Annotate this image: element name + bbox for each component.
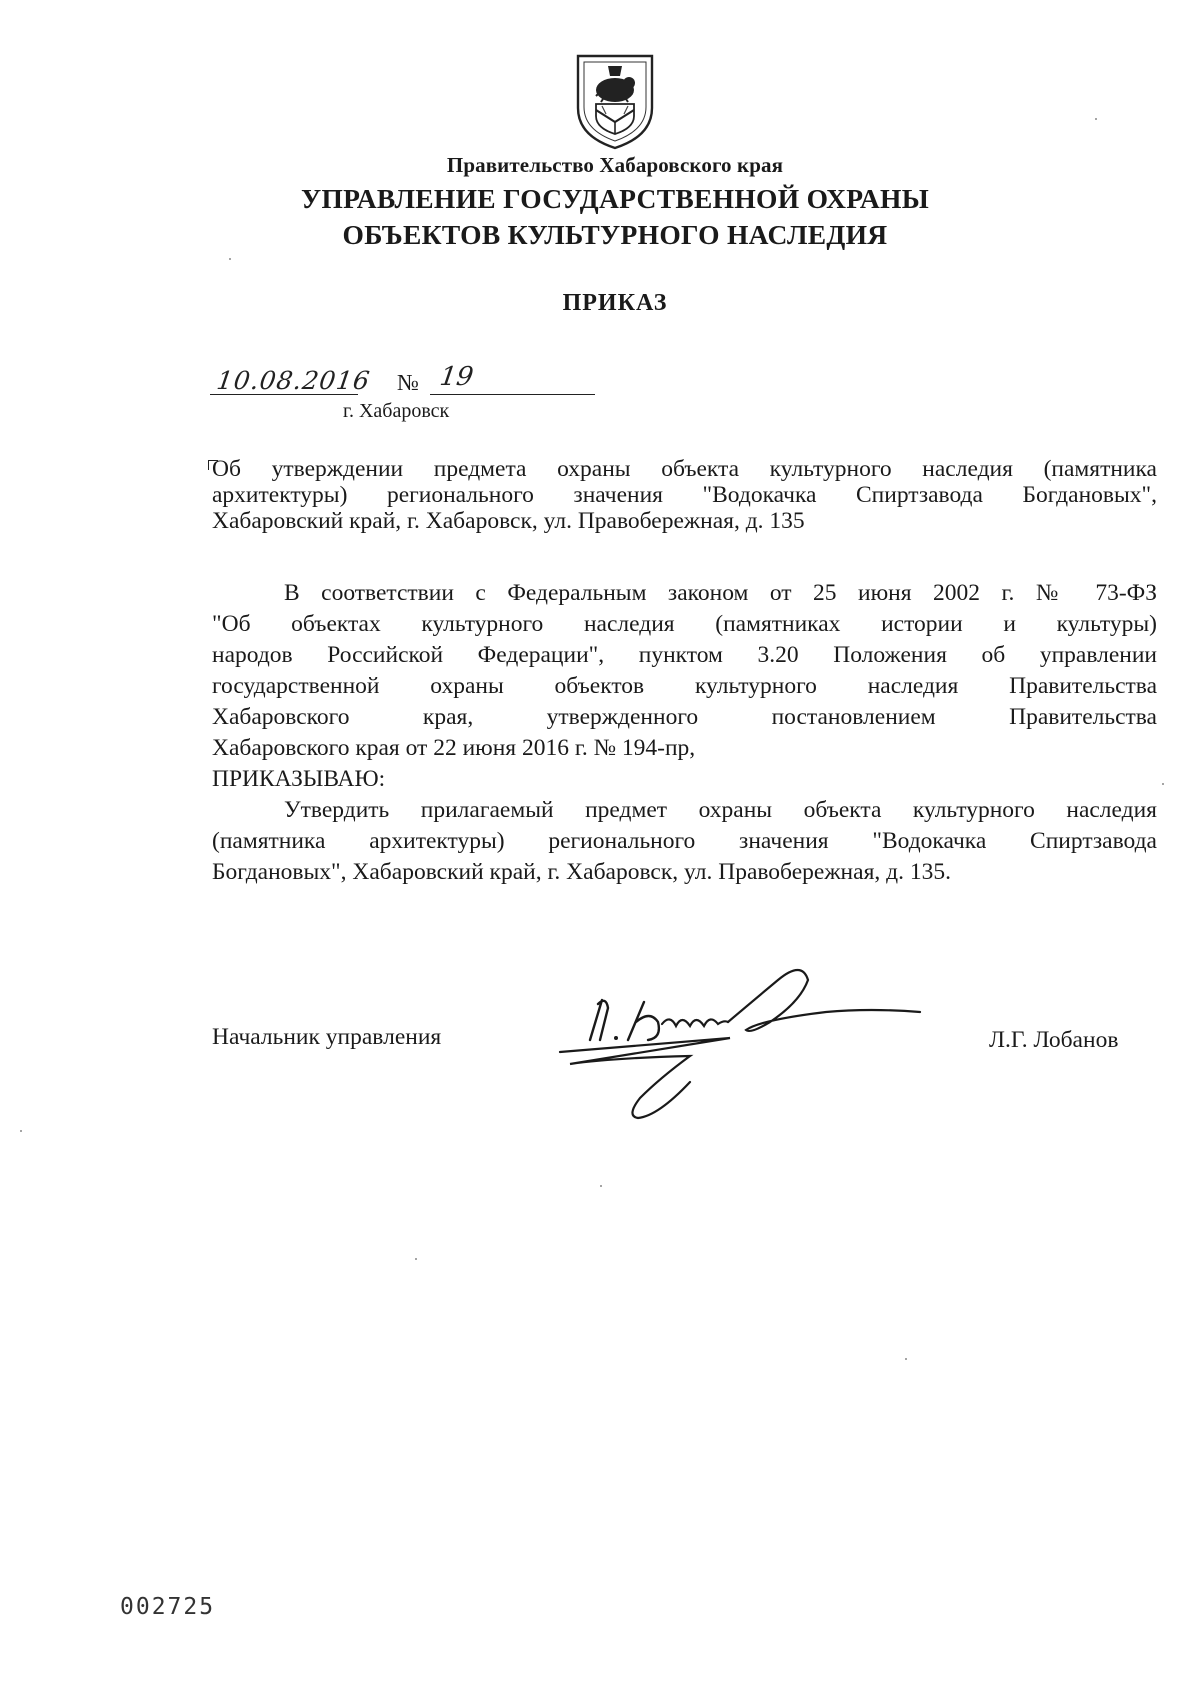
order-subject — [212, 456, 1157, 534]
scan-speck — [600, 1185, 602, 1187]
handwritten-signature — [540, 960, 940, 1130]
order-title: ПРИКАЗ — [562, 290, 668, 316]
body-line: государственной охраны объектов культурного наследия Правительства — [212, 673, 1157, 699]
subject-corner-mark — [208, 460, 218, 470]
body-line: Хабаровского края от 22 июня 2016 г. № 194-пр, — [212, 735, 696, 761]
order-date-handwritten: 10.08.2016 — [214, 366, 373, 395]
body-line: (памятника архитектуры) регионального значения "Водокачка Спиртзавода — [212, 828, 1157, 854]
subject-line: Об утверждении предмета охраны объекта культурного наследия (памятника — [212, 456, 1157, 482]
scan-speck — [415, 1258, 417, 1260]
date-underline — [210, 394, 358, 395]
subject-line: архитектуры) регионального значения "Водокачка Спиртзавода Богдановых", — [212, 482, 1157, 508]
body-line: "Об объектах культурного наследия (памятниках истории и культуры) — [212, 611, 1157, 637]
body-line: народов Российской Федерации", пунктом 3.20 Положения об управлении — [212, 642, 1157, 668]
body-line: В соответствии с Федеральным законом от 25 июня 2002 г. № 73-ФЗ — [284, 580, 1157, 606]
body-line: Хабаровского края, утвержденного постановлением Правительства — [212, 704, 1157, 730]
subject-line: Хабаровский край, г. Хабаровск, ул. Правобережная, д. 135 — [212, 508, 805, 534]
department-name-line2: ОБЪЕКТОВ КУЛЬТУРНОГО НАСЛЕДИЯ — [342, 219, 888, 250]
scan-speck — [1162, 783, 1164, 785]
signatory-position: Начальник управления — [212, 1024, 442, 1050]
body-line: Утвердить прилагаемый предмет охраны объекта культурного наследия — [284, 797, 1157, 823]
scan-speck — [1095, 118, 1097, 120]
order-number-handwritten: 19 — [437, 362, 476, 392]
department-name-line1: УПРАВЛЕНИЕ ГОСУДАРСТВЕННОЙ ОХРАНЫ — [300, 183, 930, 214]
khabarovsk-coat-of-arms-emblem — [572, 50, 658, 152]
order-city: г. Хабаровск — [343, 400, 450, 422]
scan-speck — [905, 1358, 907, 1360]
document-serial-number: 002725 — [120, 1594, 216, 1620]
order-body — [212, 578, 1157, 888]
number-underline — [430, 394, 595, 395]
signatory-name: Л.Г. Лобанов — [989, 1027, 1119, 1053]
order-directive: ПРИКАЗЫВАЮ: — [212, 766, 386, 792]
number-sign: № — [397, 370, 419, 395]
scan-speck — [229, 258, 231, 260]
government-name: Правительство Хабаровского края — [446, 153, 784, 177]
body-line: Богдановых", Хабаровский край, г. Хабаровск, ул. Правобережная, д. 135. — [212, 859, 951, 885]
scan-speck — [20, 1130, 22, 1132]
